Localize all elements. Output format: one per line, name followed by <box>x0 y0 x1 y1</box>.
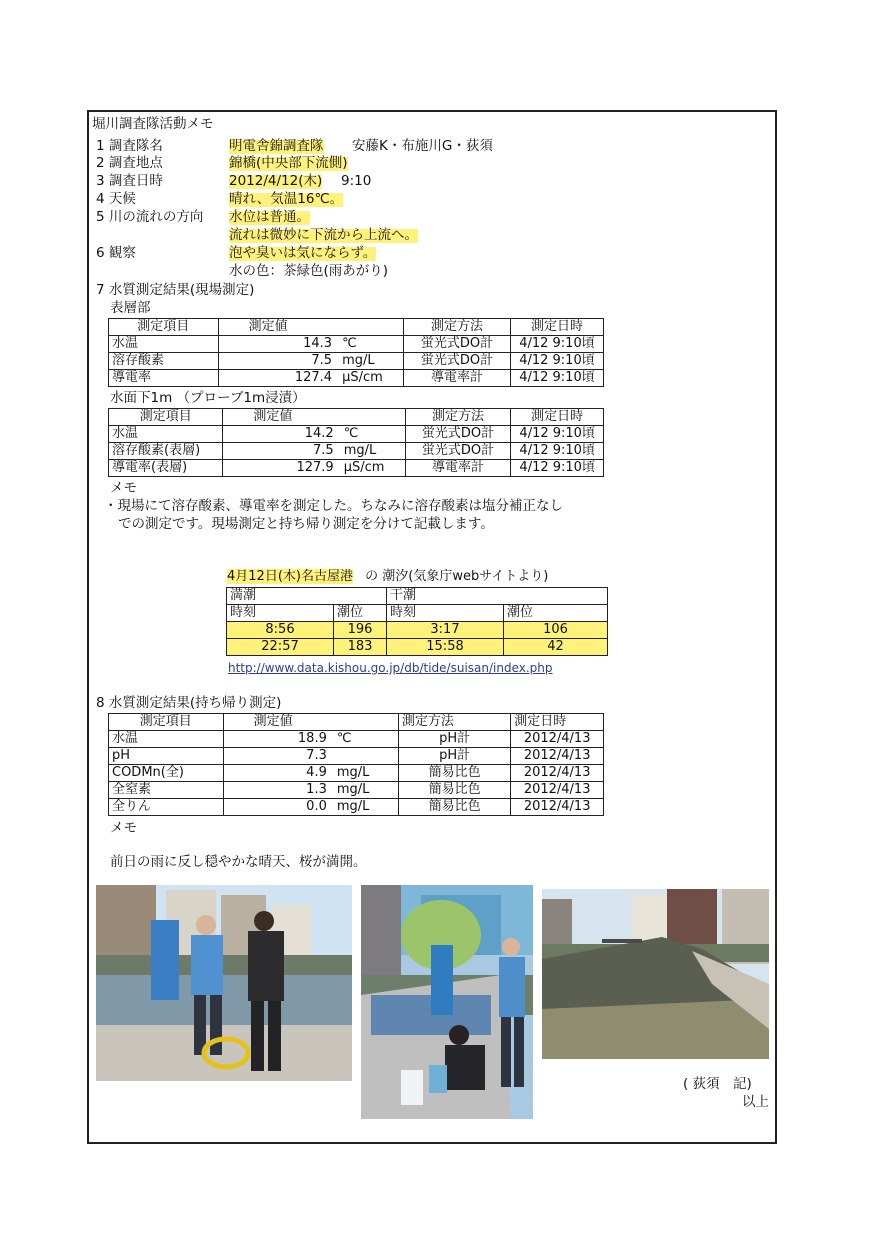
info-label-date: 3 調査日時 <box>96 173 163 189</box>
table-row <box>227 588 608 605</box>
table-row <box>109 765 604 782</box>
header-value: 測定値 <box>218 319 403 336</box>
section8-memo-label: メモ <box>110 820 137 836</box>
table-row <box>109 370 604 387</box>
photo-measuring-at-bridge <box>96 885 352 1081</box>
section8-title: 8 水質測定結果(持ち帰り測定) <box>96 695 282 711</box>
cell-method: 簡易比色 <box>398 799 510 816</box>
tide-low-header: 干潮 <box>387 588 608 605</box>
cell-value: 7.5 mg/L <box>223 443 405 460</box>
photo-sampling-water <box>361 885 533 1119</box>
cell-date: 4/12 9:10頃 <box>511 426 604 443</box>
cell-date: 2012/4/13 <box>511 748 604 765</box>
cell-date: 4/12 9:10頃 <box>510 353 603 370</box>
cell-date: 2012/4/13 <box>511 782 604 799</box>
table-row <box>109 714 604 731</box>
tide-cell: 183 <box>334 639 387 656</box>
cell-value: 18.9 ℃ <box>223 731 398 748</box>
table-row <box>109 782 604 799</box>
cell-method: 蛍光式DO計 <box>405 426 511 443</box>
info-value-observe-2: 水の色：茶緑色(雨あがり) <box>229 263 389 279</box>
cell-value: 1.3 mg/L <box>223 782 398 799</box>
deep-label: 水面下1m （プローブ1m浸漬） <box>110 390 306 406</box>
table-row <box>109 731 604 748</box>
photo-measuring-image <box>96 885 352 1081</box>
cell-value: 4.9 mg/L <box>223 765 398 782</box>
tide-cell: 106 <box>504 622 608 639</box>
tide-cell: 3:17 <box>387 622 504 639</box>
header-value: 測定値 <box>223 409 405 426</box>
cell-value: 14.3 ℃ <box>218 336 403 353</box>
info-value-flow: 水位は普通。 <box>229 209 310 225</box>
cell-method: 蛍光式DO計 <box>405 443 511 460</box>
photo-sampling-image <box>361 885 533 1119</box>
cell-item: 水温 <box>109 336 219 353</box>
tide-cell: 42 <box>504 639 608 656</box>
cell-item: 水温 <box>109 731 224 748</box>
cell-method: 蛍光式DO計 <box>404 353 511 370</box>
cell-item: pH <box>109 748 224 765</box>
cell-date: 4/12 9:10頃 <box>511 460 604 477</box>
deep-table <box>108 408 604 477</box>
info-label-weather: 4 天候 <box>96 191 136 207</box>
table-row <box>109 426 604 443</box>
header-date: 測定日時 <box>511 409 604 426</box>
cell-method: pH計 <box>398 748 510 765</box>
info-label-flow: 5 川の流れの方向 <box>96 209 204 225</box>
section7-memo-label: メモ <box>110 480 137 496</box>
cell-method: 導電率計 <box>405 460 511 477</box>
section7-memo-line1: ・現場にて溶存酸素、導電率を測定した。ちなみに溶存酸素は塩分補正なし <box>104 498 563 514</box>
info-label-observe: 6 観察 <box>96 245 136 261</box>
cell-value: 7.3 <box>223 748 398 765</box>
cell-item: 全窒素 <box>109 782 224 799</box>
surface-label: 表層部 <box>110 300 151 316</box>
tide-source-link[interactable]: http://www.data.kishou.go.jp/db/tide/suisan/index.php <box>228 661 553 675</box>
tide-cell: 22:57 <box>227 639 334 656</box>
cell-item: 全りん <box>109 799 224 816</box>
cell-method: 蛍光式DO計 <box>404 336 511 353</box>
header-item: 測定項目 <box>109 409 223 426</box>
info-label-place: 2 調査地点 <box>96 155 163 171</box>
cell-item: 導電率 <box>109 370 219 387</box>
cell-method: 導電率計 <box>404 370 511 387</box>
header-method: 測定方法 <box>398 714 510 731</box>
table-row <box>109 409 604 426</box>
table-row <box>227 639 608 656</box>
cell-item: 水温 <box>109 426 223 443</box>
cell-value: 7.5 mg/L <box>218 353 403 370</box>
info-value-flow-2: 流れは微妙に下流から上流へ。 <box>229 227 418 243</box>
info-extra-members: 安藤K・布施川G・荻須 <box>352 138 493 154</box>
tide-high-time-header: 時刻 <box>227 605 334 622</box>
info-value-place: 錦橋(中央部下流側) <box>229 155 348 171</box>
takehome-table <box>108 713 604 816</box>
tide-high-level-header: 潮位 <box>334 605 387 622</box>
tide-high-header: 満潮 <box>227 588 387 605</box>
cell-date: 2012/4/13 <box>511 799 604 816</box>
table-row <box>109 353 604 370</box>
table-row <box>109 336 604 353</box>
tide-cell: 8:56 <box>227 622 334 639</box>
tide-low-time-header: 時刻 <box>387 605 504 622</box>
signature: ( 荻須 記) <box>683 1076 752 1092</box>
tide-title-date: 4月12日(木)名古屋港 <box>227 569 353 584</box>
table-row <box>109 319 604 336</box>
closing-text: 以上 <box>742 1094 769 1110</box>
surface-table <box>108 318 604 387</box>
tide-title <box>227 570 548 583</box>
section7-title: 7 水質測定結果(現場測定) <box>96 282 255 298</box>
header-method: 測定方法 <box>405 409 511 426</box>
cell-date: 2012/4/13 <box>511 731 604 748</box>
photo-river-image <box>542 889 769 1059</box>
cell-value: 127.9 μS/cm <box>223 460 405 477</box>
cell-method: pH計 <box>398 731 510 748</box>
header-method: 測定方法 <box>404 319 511 336</box>
info-label-team: 1 調査隊名 <box>96 138 163 154</box>
info-value-observe: 泡や臭いは気にならず。 <box>229 245 377 261</box>
tide-cell: 196 <box>334 622 387 639</box>
table-row <box>227 622 608 639</box>
table-row <box>109 460 604 477</box>
tide-table <box>226 587 608 656</box>
info-value-weather: 晴れ、気温16℃。 <box>229 191 344 207</box>
header-date: 測定日時 <box>510 319 603 336</box>
header-item: 測定項目 <box>109 319 219 336</box>
tide-title-rest: の 潮汐(気象庁webサイトより) <box>365 569 549 584</box>
table-row <box>109 748 604 765</box>
cell-date: 4/12 9:10頃 <box>511 443 604 460</box>
info-value-team: 明電舎錦調査隊 <box>229 138 324 154</box>
cell-item: CODMn(全) <box>109 765 224 782</box>
cell-date: 4/12 9:10頃 <box>510 370 603 387</box>
table-row <box>227 605 608 622</box>
cell-item: 溶存酸素 <box>109 353 219 370</box>
header-date: 測定日時 <box>511 714 604 731</box>
cell-item: 溶存酸素(表層) <box>109 443 223 460</box>
cell-value: 14.2 ℃ <box>223 426 405 443</box>
cell-date: 4/12 9:10頃 <box>510 336 603 353</box>
cell-item: 導電率(表層) <box>109 460 223 477</box>
section8-memo-text: 前日の雨に反し穏やかな晴天、桜が満開。 <box>110 854 367 870</box>
memo-title: 堀川調査隊活動メモ <box>92 116 214 132</box>
header-value: 測定値 <box>223 714 398 731</box>
table-row <box>109 443 604 460</box>
cell-value: 127.4 μS/cm <box>218 370 403 387</box>
photo-river-view <box>542 889 769 1059</box>
tide-cell: 15:58 <box>387 639 504 656</box>
info-value-date: 2012/4/12(木) <box>229 173 323 189</box>
cell-value: 0.0 mg/L <box>223 799 398 816</box>
section7-memo-line2: での測定です。現場測定と持ち帰り測定を分けて記載します。 <box>118 516 494 532</box>
header-item: 測定項目 <box>109 714 224 731</box>
cell-method: 簡易比色 <box>398 782 510 799</box>
table-row <box>109 799 604 816</box>
info-extra-time: 9:10 <box>341 173 372 189</box>
tide-low-level-header: 潮位 <box>504 605 608 622</box>
cell-method: 簡易比色 <box>398 765 510 782</box>
cell-date: 2012/4/13 <box>511 765 604 782</box>
